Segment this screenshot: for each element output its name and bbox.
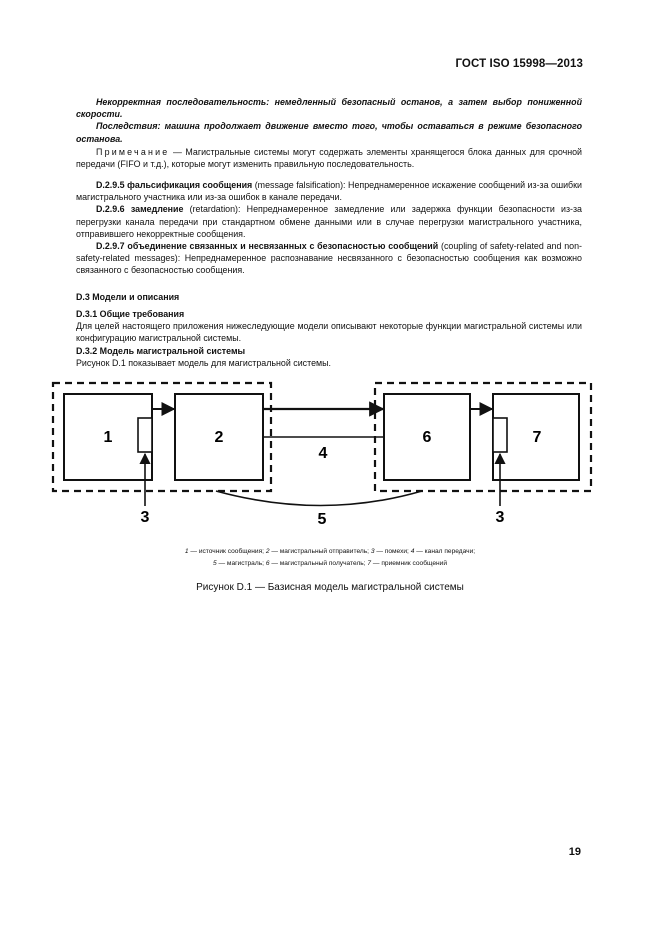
legend-line-1 bbox=[60, 546, 600, 558]
definition-d297-text: (coupling of safety-related and non-safety-related messages): Непреднамеренное распознавание несвязанного с безопасностью сообщения как возможно связанного с безопасностью сообщения. bbox=[76, 241, 582, 276]
legend-line-2 bbox=[60, 558, 600, 570]
definition-d296 bbox=[76, 203, 582, 240]
note-text: — Магистральные системы могут содержать элементы хранящегося блока данных для срочной передачи (FIFO и т.д.), которые могут изменить правильную последовательность. bbox=[76, 147, 582, 170]
label-box-6: 6 bbox=[422, 429, 432, 446]
label-box-1: 1 bbox=[103, 429, 113, 446]
label-noise-right: 3 bbox=[495, 509, 505, 526]
bus-system-diagram bbox=[50, 378, 610, 528]
definition-d297-heading: D.2.9.7 объединение связанных и несвязанных с безопасностью сообщений bbox=[96, 241, 439, 252]
page-number: 19 bbox=[568, 846, 581, 858]
legend-item: 4 — канал передачи; bbox=[410, 548, 476, 555]
legend-item: 2 — магистральный отправитель; bbox=[265, 548, 371, 555]
definition-d295-text: (message falsification): Непреднамеренное искажение сообщений из-за ошибки магистрального участника или из-за ошибок в канале передачи. bbox=[76, 180, 582, 203]
paragraph-consequences: Последствия: машина продолжает движение вместо того, чтобы оставаться в режиме безопасного останова. bbox=[76, 121, 582, 144]
paragraph-incorrect-sequence: Некорректная последовательность: немедленный безопасный останов, а затем выбор пониженной скорости. bbox=[76, 97, 582, 120]
definitions-block bbox=[76, 179, 582, 277]
noise-block-left bbox=[138, 418, 152, 452]
definition-d295 bbox=[76, 179, 582, 203]
text-block-consequences bbox=[76, 96, 582, 145]
label-box-2: 2 bbox=[214, 429, 224, 446]
note-paragraph bbox=[76, 146, 582, 170]
definition-d296-heading: D.2.9.6 замедление bbox=[96, 204, 184, 215]
bus-arc bbox=[216, 491, 422, 506]
legend-item: 7 — приемник сообщений bbox=[367, 560, 448, 567]
legend-item: 1 — источник сообщения; bbox=[184, 548, 266, 555]
section-d31 bbox=[76, 308, 582, 369]
noise-block-right bbox=[493, 418, 507, 452]
note-label: Примечание bbox=[96, 147, 170, 157]
legend-item: 6 — магистральный получатель; bbox=[265, 560, 368, 567]
heading-d31: D.3.1 Общие требования bbox=[76, 309, 185, 319]
paragraph-d31: Для целей настоящего приложения нижеследующие модели описывают некоторые функции магистральной системы или конфигурацию магистральной системы. bbox=[76, 321, 582, 344]
definition-d297 bbox=[76, 240, 582, 277]
label-noise-left: 3 bbox=[140, 509, 150, 526]
note-block bbox=[76, 146, 582, 170]
definition-d295-heading: D.2.9.5 фальсификация сообщения bbox=[96, 180, 253, 190]
heading-d32: D.3.2 Модель магистральной системы bbox=[76, 345, 246, 356]
legend-item: 3 — помехи; bbox=[370, 548, 411, 555]
standard-header: ГОСТ ISO 15998—2013 bbox=[455, 58, 583, 70]
figure-caption: Рисунок D.1 — Базисная модель магистральной системы bbox=[196, 582, 464, 593]
section-d3 bbox=[76, 291, 582, 303]
label-bus: 5 bbox=[317, 511, 327, 528]
label-channel: 4 bbox=[318, 445, 328, 462]
heading-d3: D.3 Модели и описания bbox=[76, 292, 180, 302]
definition-d296-text: (retardation): Непреднамеренное замедление или задержка функции безопасности из-за перегрузки канала передачи при стандартном обмене данными или в случае перегрузки магистрального участника, отправившего некорректные сообщения. bbox=[76, 204, 582, 239]
paragraph-d32: Рисунок D.1 показывает модель для магистральной системы. bbox=[76, 357, 331, 368]
label-box-7: 7 bbox=[532, 429, 542, 446]
legend-item: 5 — магистраль; bbox=[212, 560, 266, 567]
